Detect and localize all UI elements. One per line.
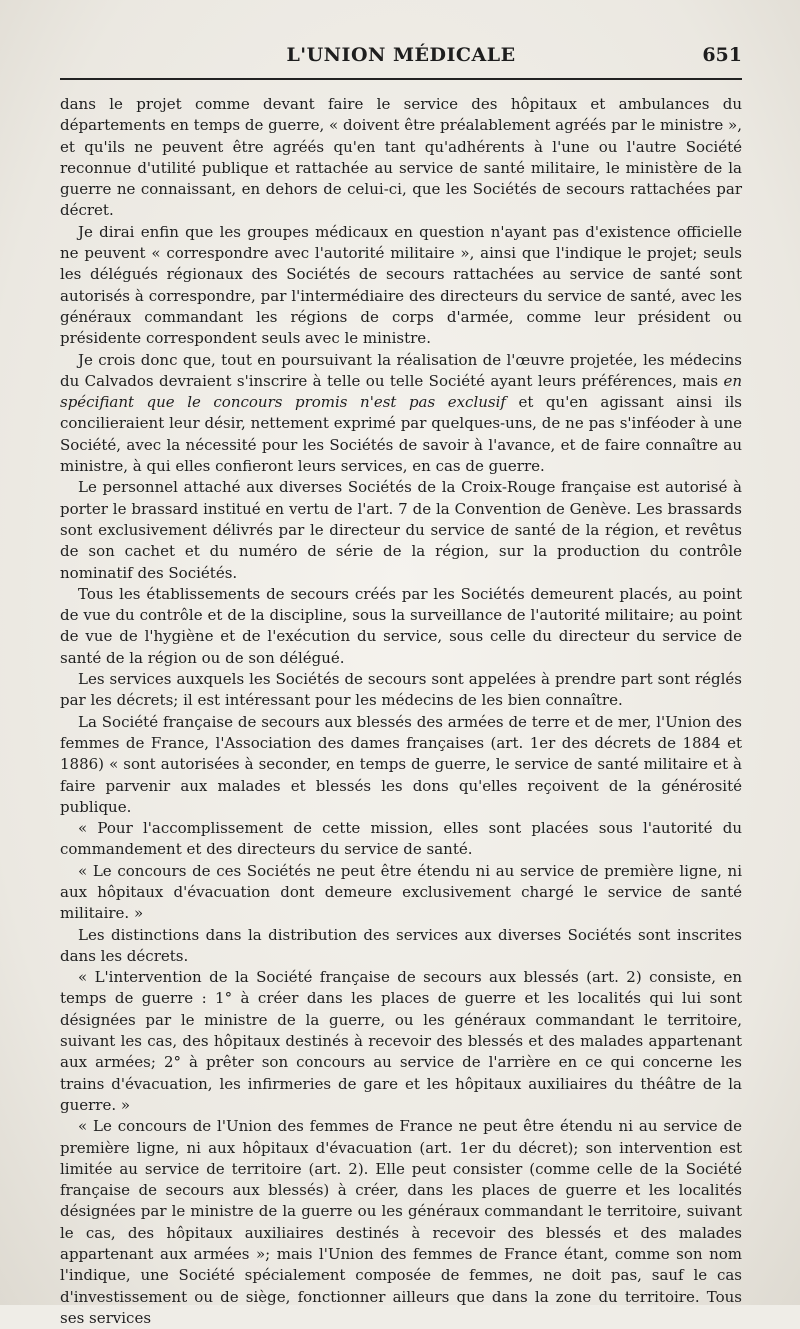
paragraph <box>60 350 742 478</box>
paragraph: dans le projet comme devant faire le service des hôpitaux et ambulances du départements en temps de guerre, « doivent être préalablement agréés par le ministre », et qu'ils ne peuvent être agréés qu'en tant qu'adhérents à l'une ou l'autre Société reconnue d'utilité publique et rattachée au service de santé militaire, le ministère de la guerre ne connaissant, en dehors de celui-ci, que les Sociétés de secours rattachées par décret. <box>60 95 742 220</box>
paragraph-text: Je crois donc que, tout en poursuivant la réalisation de l'œuvre projetée, les médecins du Calvados devraient s'inscrire à telle ou telle Société ayant leurs préférences, mais <box>60 350 742 390</box>
paragraph-italic-text: en spécifiant que le concours promis n'est pas exclusif <box>60 371 742 412</box>
page-number: 651 <box>702 44 742 66</box>
paragraph: « Le concours de ces Sociétés ne peut être étendu ni au service de première ligne, ni aux hôpitaux d'évacuation dont demeure exclusivement chargé le service de santé militaire. » <box>60 861 742 923</box>
header-rule <box>60 78 742 80</box>
paragraph: Je dirai enfin que les groupes médicaux en question n'ayant pas d'existence officielle ne peuvent « correspondre avec l'autorité militaire », ainsi que l'indique le projet; seuls les délégués régionaux des Sociétés de secours rattachées au service de santé sont autorisés à correspondre, par l'intermédiaire des directeurs du service de santé, avec les généraux commandant les régions de corps d'armée, comme leur président ou présidente correspondent seuls avec le ministre. <box>60 222 742 348</box>
paragraph: Les services auxquels les Sociétés de secours sont appelées à prendre part sont réglés par les décrets; il est intéressant pour les médecins de les bien connaître. <box>60 670 742 710</box>
body-text <box>60 94 742 1329</box>
paragraph: « L'intervention de la Société française de secours aux blessés (art. 2) consiste, en temps de guerre : 1° à créer dans les places de guerre et les localités qui lui sont désignées par le ministre de la guerre, ou les généraux commandant le territoire, suivant les cas, des hôpitaux destinés à recevoir des blessés et des malades appartenant aux armées; 2° à prêter son concours au service de l'arrière en ce qui concerne les trains d'évacuation, les infirmeries de gare et les hôpitaux auxiliaires du théâtre de la guerre. » <box>60 968 742 1114</box>
running-head <box>60 44 742 80</box>
paragraph-text: et qu'en agissant ainsi ils concilieraient leur désir, nettement exprimé par quelques-uns, de ne pas s'inféoder à une Société, avec la nécessité pour les Sociétés de savoir à l'avance, et de faire connaître au ministre, à qui elles confieront leurs services, en cas de guerre. <box>60 393 742 476</box>
paragraph: La Société française de secours aux blessés des armées de terre et de mer, l'Union des femmes de France, l'Association des dames françaises (art. 1er des décrets de 1884 et 1886) « sont autorisées à seconder, en temps de guerre, le service de santé militaire et à faire parvenir aux malades et blessés les dons qu'elles reçoivent de la générosité publique. <box>60 712 742 816</box>
paragraph: « Le concours de l'Union des femmes de France ne peut être étendu ni au service de première ligne, ni aux hôpitaux d'évacuation (art. 1er du décret); son intervention est limitée au service de territoire (art. 2). Elle peut consister (comme celle de la Société française de secours aux blessés) à créer, dans les places de guerre et les localités désignées par le ministre de la guerre ou les généraux commandant le territoire, suivant le cas, des hôpitaux auxiliaires destinés à recevoir des blessés et des malades appartenant aux armées »; mais l'Union des femmes de France étant, comme son nom l'indique, une Société spécialement composée de femmes, ne doit pas, sauf le cas d'investissement ou de siège, fonctionner ailleurs que dans la zone du territoire. Tous ses services <box>60 1117 742 1327</box>
paragraph: Le personnel attaché aux diverses Sociétés de la Croix-Rouge française est autorisé à porter le brassard institué en vertu de l'art. 7 de la Convention de Genève. Les brassards sont exclusivement délivrés par le directeur du service de santé de la région, et revêtus de son cachet et du numéro de série de la région, sur la production du contrôle nominatif des Sociétés. <box>60 478 742 582</box>
paragraph: « Pour l'accomplissement de cette mission, elles sont placées sous l'autorité du commandement et des directeurs du service de santé. <box>60 819 742 859</box>
running-title: L'UNION MÉDICALE <box>286 44 516 66</box>
paragraph: Les distinctions dans la distribution des services aux diverses Sociétés sont inscrites dans les décrets. <box>60 925 742 965</box>
paragraph: Tous les établissements de secours créés par les Sociétés demeurent placés, au point de vue du contrôle et de la discipline, sous la surveillance de l'autorité militaire; au point de vue de l'hygiène et de l'exécution du service, sous celle du directeur du service de santé de la région ou de son délégué. <box>60 584 742 667</box>
